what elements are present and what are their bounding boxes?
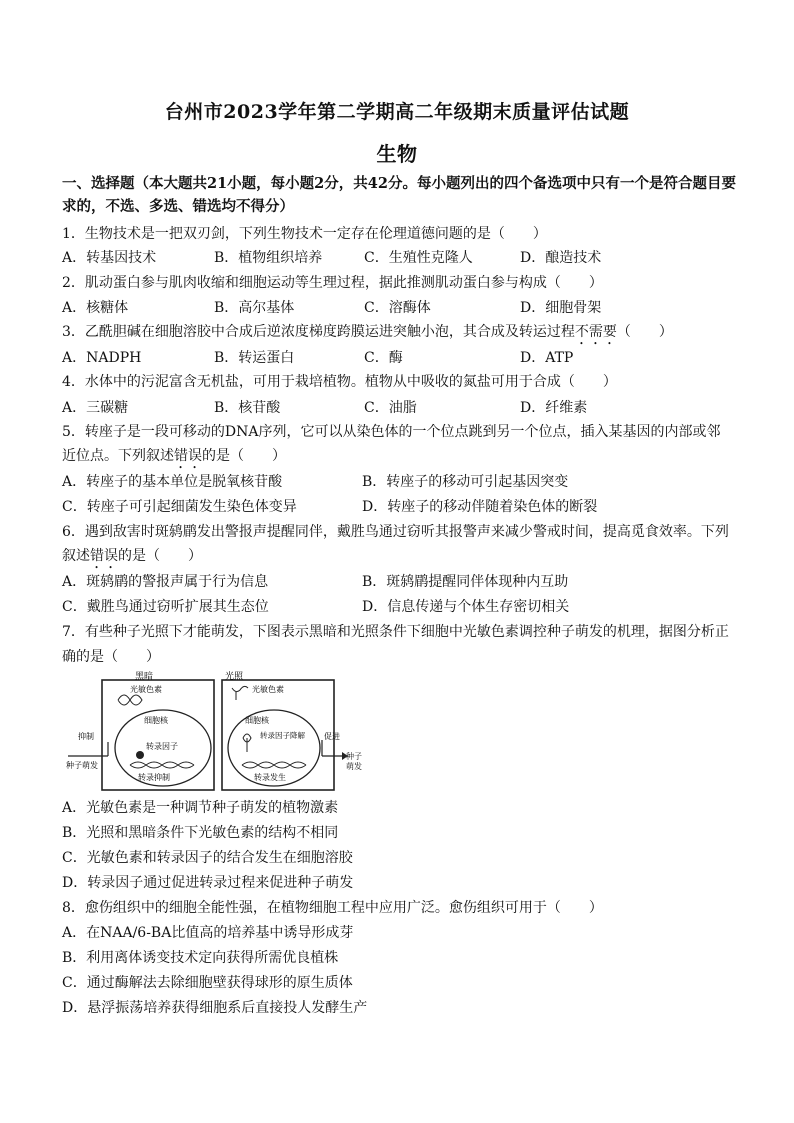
option-c: C．戴胜鸟通过窃听扩展其生态位 bbox=[62, 599, 269, 615]
question-7-option-d: D．转录因子通过促进转录过程来促进种子萌发 bbox=[62, 875, 354, 891]
light-panel bbox=[222, 670, 348, 790]
light-pigment-shape bbox=[232, 686, 248, 700]
option-a: A．核糖体 bbox=[62, 300, 129, 316]
question-7-stem-line1: 7．有些种子光照下才能萌发，下图表示黑暗和光照条件下细胞中光敏色素调控种子萌发的机理，据图分析正 bbox=[62, 624, 729, 640]
option-c: C．溶酶体 bbox=[364, 300, 431, 316]
question-7-option-b: B．光照和黑暗条件下光敏色素的结构不相同 bbox=[62, 825, 339, 841]
question-8-option-c: C．通过酶解法去除细胞壁获得球形的原生质体 bbox=[62, 975, 353, 991]
question-4-stem: 4．水体中的污泥富含无机盐，可用于栽培植物。植物从中吸收的氮盐可用于合成（ ） bbox=[62, 374, 617, 390]
option-b: B．转运蛋白 bbox=[214, 350, 295, 366]
option-d: D．转座子的移动伴随着染色体的断裂 bbox=[362, 499, 598, 515]
emphasis-text: 错误 bbox=[174, 448, 202, 464]
dark-result-label: 转录抑制 bbox=[138, 773, 170, 782]
question-1-stem: 1．生物技术是一把双刃剑，下列生物技术一定存在伦理道德问题的是（ ） bbox=[62, 226, 547, 242]
option-d: D．纤维素 bbox=[520, 400, 588, 416]
stem-text: 近位点。下列叙述 bbox=[62, 448, 174, 464]
question-2-options bbox=[62, 296, 742, 320]
light-nucleus-label: 细胞核 bbox=[245, 716, 269, 725]
light-factor-shape bbox=[243, 734, 251, 752]
light-dna-helix bbox=[242, 762, 306, 768]
question-4-options bbox=[62, 396, 742, 420]
question-2-stem: 2．肌动蛋白参与肌肉收缩和细胞运动等生理过程，据此推测肌动蛋白参与构成（ ） bbox=[62, 275, 603, 291]
option-d: D．ATP bbox=[520, 350, 574, 366]
stem-text: 3．乙酰胆碱在细胞溶胶中合成后逆浓度梯度跨膜运进突触小泡，其合成及转运过程 bbox=[62, 324, 575, 340]
option-c: C．转座子可引起细菌发生染色体变异 bbox=[62, 499, 297, 515]
question-6-stem-line2 bbox=[62, 544, 742, 572]
dark-outcome-label: 种子萌发 bbox=[66, 761, 98, 770]
dark-factor-shape bbox=[136, 751, 144, 759]
option-a: A．NADPH bbox=[62, 350, 142, 366]
light-outcome-label: 种子萌发 bbox=[346, 752, 362, 771]
question-3-stem bbox=[62, 320, 742, 348]
subject-title: 生物 bbox=[376, 142, 418, 166]
option-b: B．斑鸫鹛提醒同伴体现种内互助 bbox=[362, 574, 569, 590]
question-5-options-row1 bbox=[62, 470, 742, 494]
question-6-stem-line1: 6．遇到敌害时斑鸫鹛发出警报声提醒同伴，戴胜鸟通过窃听其报警声来减少警戒时间，提高觅食效率。下列 bbox=[62, 524, 729, 540]
exam-title: 台州市2023学年第二学期高二年级期末质量评估试题 bbox=[164, 101, 630, 123]
light-factor-label: 转录因子降解 bbox=[260, 731, 305, 740]
question-8-option-b: B．利用离体诱变技术定向获得所需优良植株 bbox=[62, 950, 339, 966]
option-b: B．转座子的移动可引起基因突变 bbox=[362, 474, 569, 490]
dark-pigment-label: 光敏色素 bbox=[130, 685, 162, 694]
light-panel-title: 光照 bbox=[225, 672, 244, 682]
question-5-stem-line2 bbox=[62, 444, 742, 472]
option-d: D．酿造技术 bbox=[520, 250, 602, 266]
dark-dna-helix bbox=[130, 762, 194, 768]
light-pigment-label: 光敏色素 bbox=[252, 685, 284, 694]
question-7-stem-line2: 确的是（ ） bbox=[62, 649, 160, 665]
option-a: A．斑鸫鹛的警报声属于行为信息 bbox=[62, 574, 269, 590]
phytochrome-figure bbox=[60, 670, 350, 795]
option-d: D．细胞骨架 bbox=[520, 300, 602, 316]
question-7-option-c: C．光敏色素和转录因子的结合发生在细胞溶胶 bbox=[62, 850, 353, 866]
option-a: A．转座子的基本单位是脱氧核苷酸 bbox=[62, 474, 283, 490]
option-a: A．转基因技术 bbox=[62, 250, 157, 266]
stem-tail: （ ） bbox=[616, 324, 673, 340]
dark-factor-label: 转录因子 bbox=[146, 742, 178, 751]
stem-tail: 的是（ ） bbox=[118, 548, 202, 564]
dark-nucleus-label: 细胞核 bbox=[144, 716, 168, 725]
dark-panel bbox=[66, 670, 214, 790]
option-b: B．核苷酸 bbox=[214, 400, 281, 416]
question-6-options-row2 bbox=[62, 595, 742, 619]
dark-arrow-label: 抑制 bbox=[78, 732, 94, 741]
option-b: B．高尔基体 bbox=[214, 300, 295, 316]
dark-panel-title: 黑暗 bbox=[135, 672, 154, 682]
option-a: A．三碳糖 bbox=[62, 400, 129, 416]
option-c: C．生殖性克隆人 bbox=[364, 250, 473, 266]
question-5-stem-line1: 5．转座子是一段可移动的DNA序列，它可以从染色体的一个位点跳到另一个位点，插入某基因的内部或邻 bbox=[62, 424, 721, 440]
light-result-label: 转录发生 bbox=[254, 773, 286, 782]
section-heading: 一、选择题（本大题共21小题，每小题2分，共42分。每小题列出的四个备选项中只有一个是符合题目要求的，不选、多选、错选均不得分） bbox=[62, 175, 736, 215]
question-6-options-row1 bbox=[62, 570, 742, 594]
dark-pigment-shape bbox=[118, 695, 142, 705]
stem-tail: 的是（ ） bbox=[202, 448, 286, 464]
stem-text: 叙述 bbox=[62, 548, 90, 564]
question-8-option-a: A．在NAA/6-BA比值高的培养基中诱导形成芽 bbox=[62, 925, 354, 941]
question-5-options-row2 bbox=[62, 495, 742, 519]
option-b: B．植物组织培养 bbox=[214, 250, 323, 266]
question-3-options bbox=[62, 346, 742, 370]
question-1-options bbox=[62, 246, 742, 270]
option-c: C．酶 bbox=[364, 350, 403, 366]
question-8-option-d: D．悬浮振荡培养获得细胞系后直接投人发酵生产 bbox=[62, 1000, 368, 1016]
question-8-stem: 8．愈伤组织中的细胞全能性强，在植物细胞工程中应用广泛。愈伤组织可用于（ ） bbox=[62, 900, 603, 916]
option-c: C．油脂 bbox=[364, 400, 417, 416]
question-7-option-a: A．光敏色素是一种调节种子萌发的植物激素 bbox=[62, 800, 339, 816]
light-arrow-label: 促进 bbox=[324, 732, 340, 741]
option-d: D．信息传递与个体生存密切相关 bbox=[362, 599, 570, 615]
emphasis-text: 不需要 bbox=[574, 324, 617, 340]
emphasis-text: 错误 bbox=[90, 548, 118, 564]
